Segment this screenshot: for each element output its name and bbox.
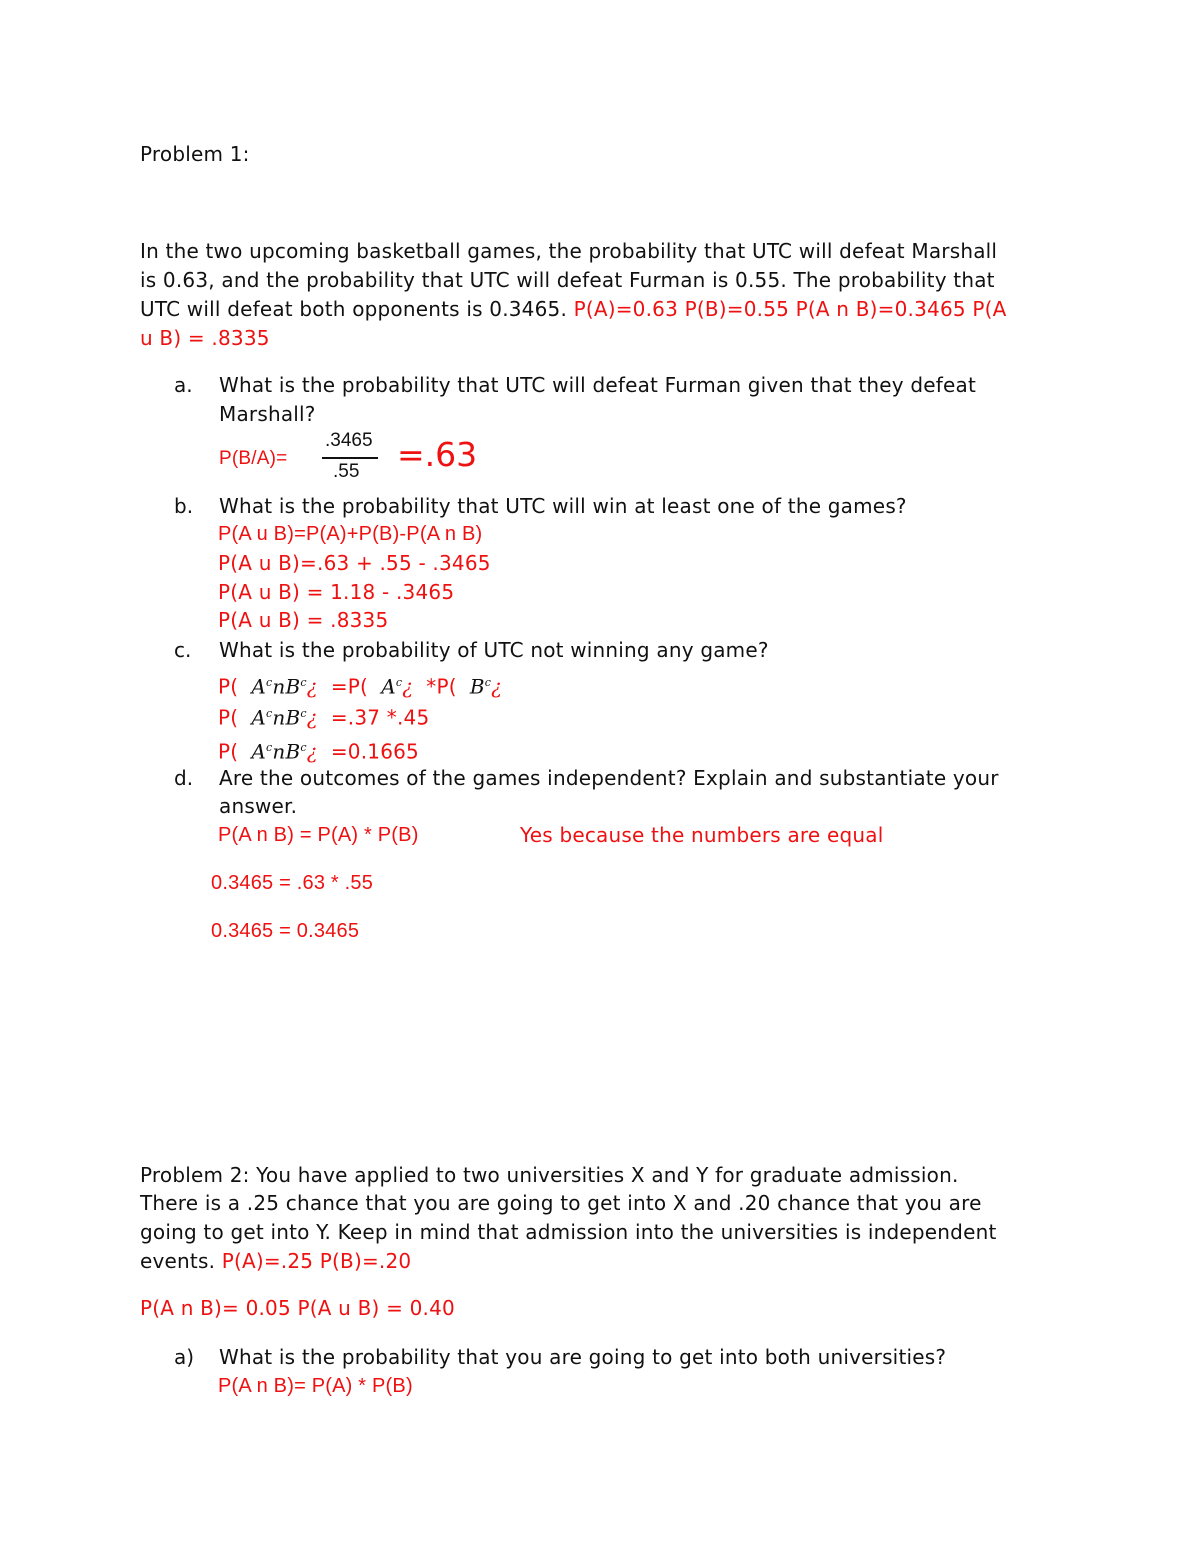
problem1-intro-line1: In the two upcoming basketball games, the probability that UTC will defeat Marshall bbox=[140, 239, 998, 263]
fraction-bar bbox=[322, 457, 378, 459]
question-c-text: What is the probability of UTC not winning any game? bbox=[219, 638, 769, 662]
answer-c-line2: P( $A^cnB^c¿ =.37$ *.45 bbox=[218, 705, 430, 730]
answer-d-calc1: 0.3465 = .63 * .55 bbox=[211, 872, 374, 894]
problem1-intro-line2: is 0.63, and the probability that UTC will defeat Furman is 0.55. The probability that bbox=[140, 268, 995, 292]
question-a-line2: Marshall? bbox=[219, 402, 316, 426]
answer-a-prefix: P(B/A)= bbox=[219, 448, 288, 469]
intro-text: UTC will defeat both opponents is 0.3465. bbox=[140, 297, 574, 321]
problem2-given-values: P(A)=.25 P(B)=.20 bbox=[221, 1249, 412, 1273]
answer-d-formula: P(A n B) = P(A) * P(B) bbox=[218, 824, 419, 846]
problem2-question-a-text: What is the probability that you are going to get into both universities? bbox=[219, 1345, 947, 1369]
problem1-intro-line3 bbox=[140, 295, 1007, 323]
answer-c-line3: P( $A^cnB^c¿ =0.1665$ bbox=[218, 739, 419, 764]
problem2-question-a-label: a) bbox=[174, 1345, 195, 1369]
question-d-label: d. bbox=[174, 766, 194, 790]
problem2-intro-line1: Problem 2: You have applied to two universities X and Y for graduate admission. bbox=[140, 1163, 959, 1187]
answer-d-calc2: 0.3465 = 0.3465 bbox=[211, 920, 360, 942]
question-c-label: c. bbox=[174, 638, 192, 662]
answer-b-line2: P(A u B)=.63 + .55 - .3465 bbox=[218, 551, 491, 575]
answer-a-result: =.63 bbox=[397, 435, 478, 474]
problem2-intro-line3: going to get into Y. Keep in mind that admission into the universities is independent bbox=[140, 1220, 997, 1244]
question-a-label: a. bbox=[174, 373, 193, 397]
problem2-intro-line2: There is a .25 chance that you are going to get into X and .20 chance that you are bbox=[140, 1191, 982, 1215]
problem2-given-line: P(A n B)= 0.05 P(A u B) = 0.40 bbox=[140, 1296, 455, 1320]
answer-b-line3: P(A u B) = 1.18 - .3465 bbox=[218, 580, 455, 604]
answer-c-line1: P( $A^cnB^c¿ =P$( $A^c¿$ *P( $B^c¿$ bbox=[218, 674, 503, 699]
answer-a-numerator: .3465 bbox=[325, 430, 373, 451]
question-d-line1: Are the outcomes of the games independent? Explain and substantiate your bbox=[219, 766, 999, 790]
question-a-line1: What is the probability that UTC will defeat Furman given that they defeat bbox=[219, 373, 977, 397]
question-d-line2: answer. bbox=[219, 794, 298, 818]
problem1-intro-line4: u B) = .8335 bbox=[140, 326, 270, 350]
intro-given-values: P(A)=0.63 P(B)=0.55 P(A n B)=0.3465 P(A bbox=[573, 297, 1007, 321]
question-b-text: What is the probability that UTC will win at least one of the games? bbox=[219, 494, 907, 518]
answer-b-line4: P(A u B) = .8335 bbox=[218, 608, 389, 632]
answer-d-explanation: Yes because the numbers are equal bbox=[520, 823, 884, 847]
problem1-heading: Problem 1: bbox=[140, 142, 250, 166]
answer-a-denominator: .55 bbox=[333, 461, 360, 482]
problem2-answer-a: P(A n B)= P(A) * P(B) bbox=[218, 1375, 413, 1397]
answer-b-line1: P(A u B)=P(A)+P(B)-P(A n B) bbox=[218, 523, 483, 545]
problem2-intro-line4: events. P(A)=.25 P(B)=.20 bbox=[140, 1249, 412, 1273]
question-b-label: b. bbox=[174, 494, 194, 518]
